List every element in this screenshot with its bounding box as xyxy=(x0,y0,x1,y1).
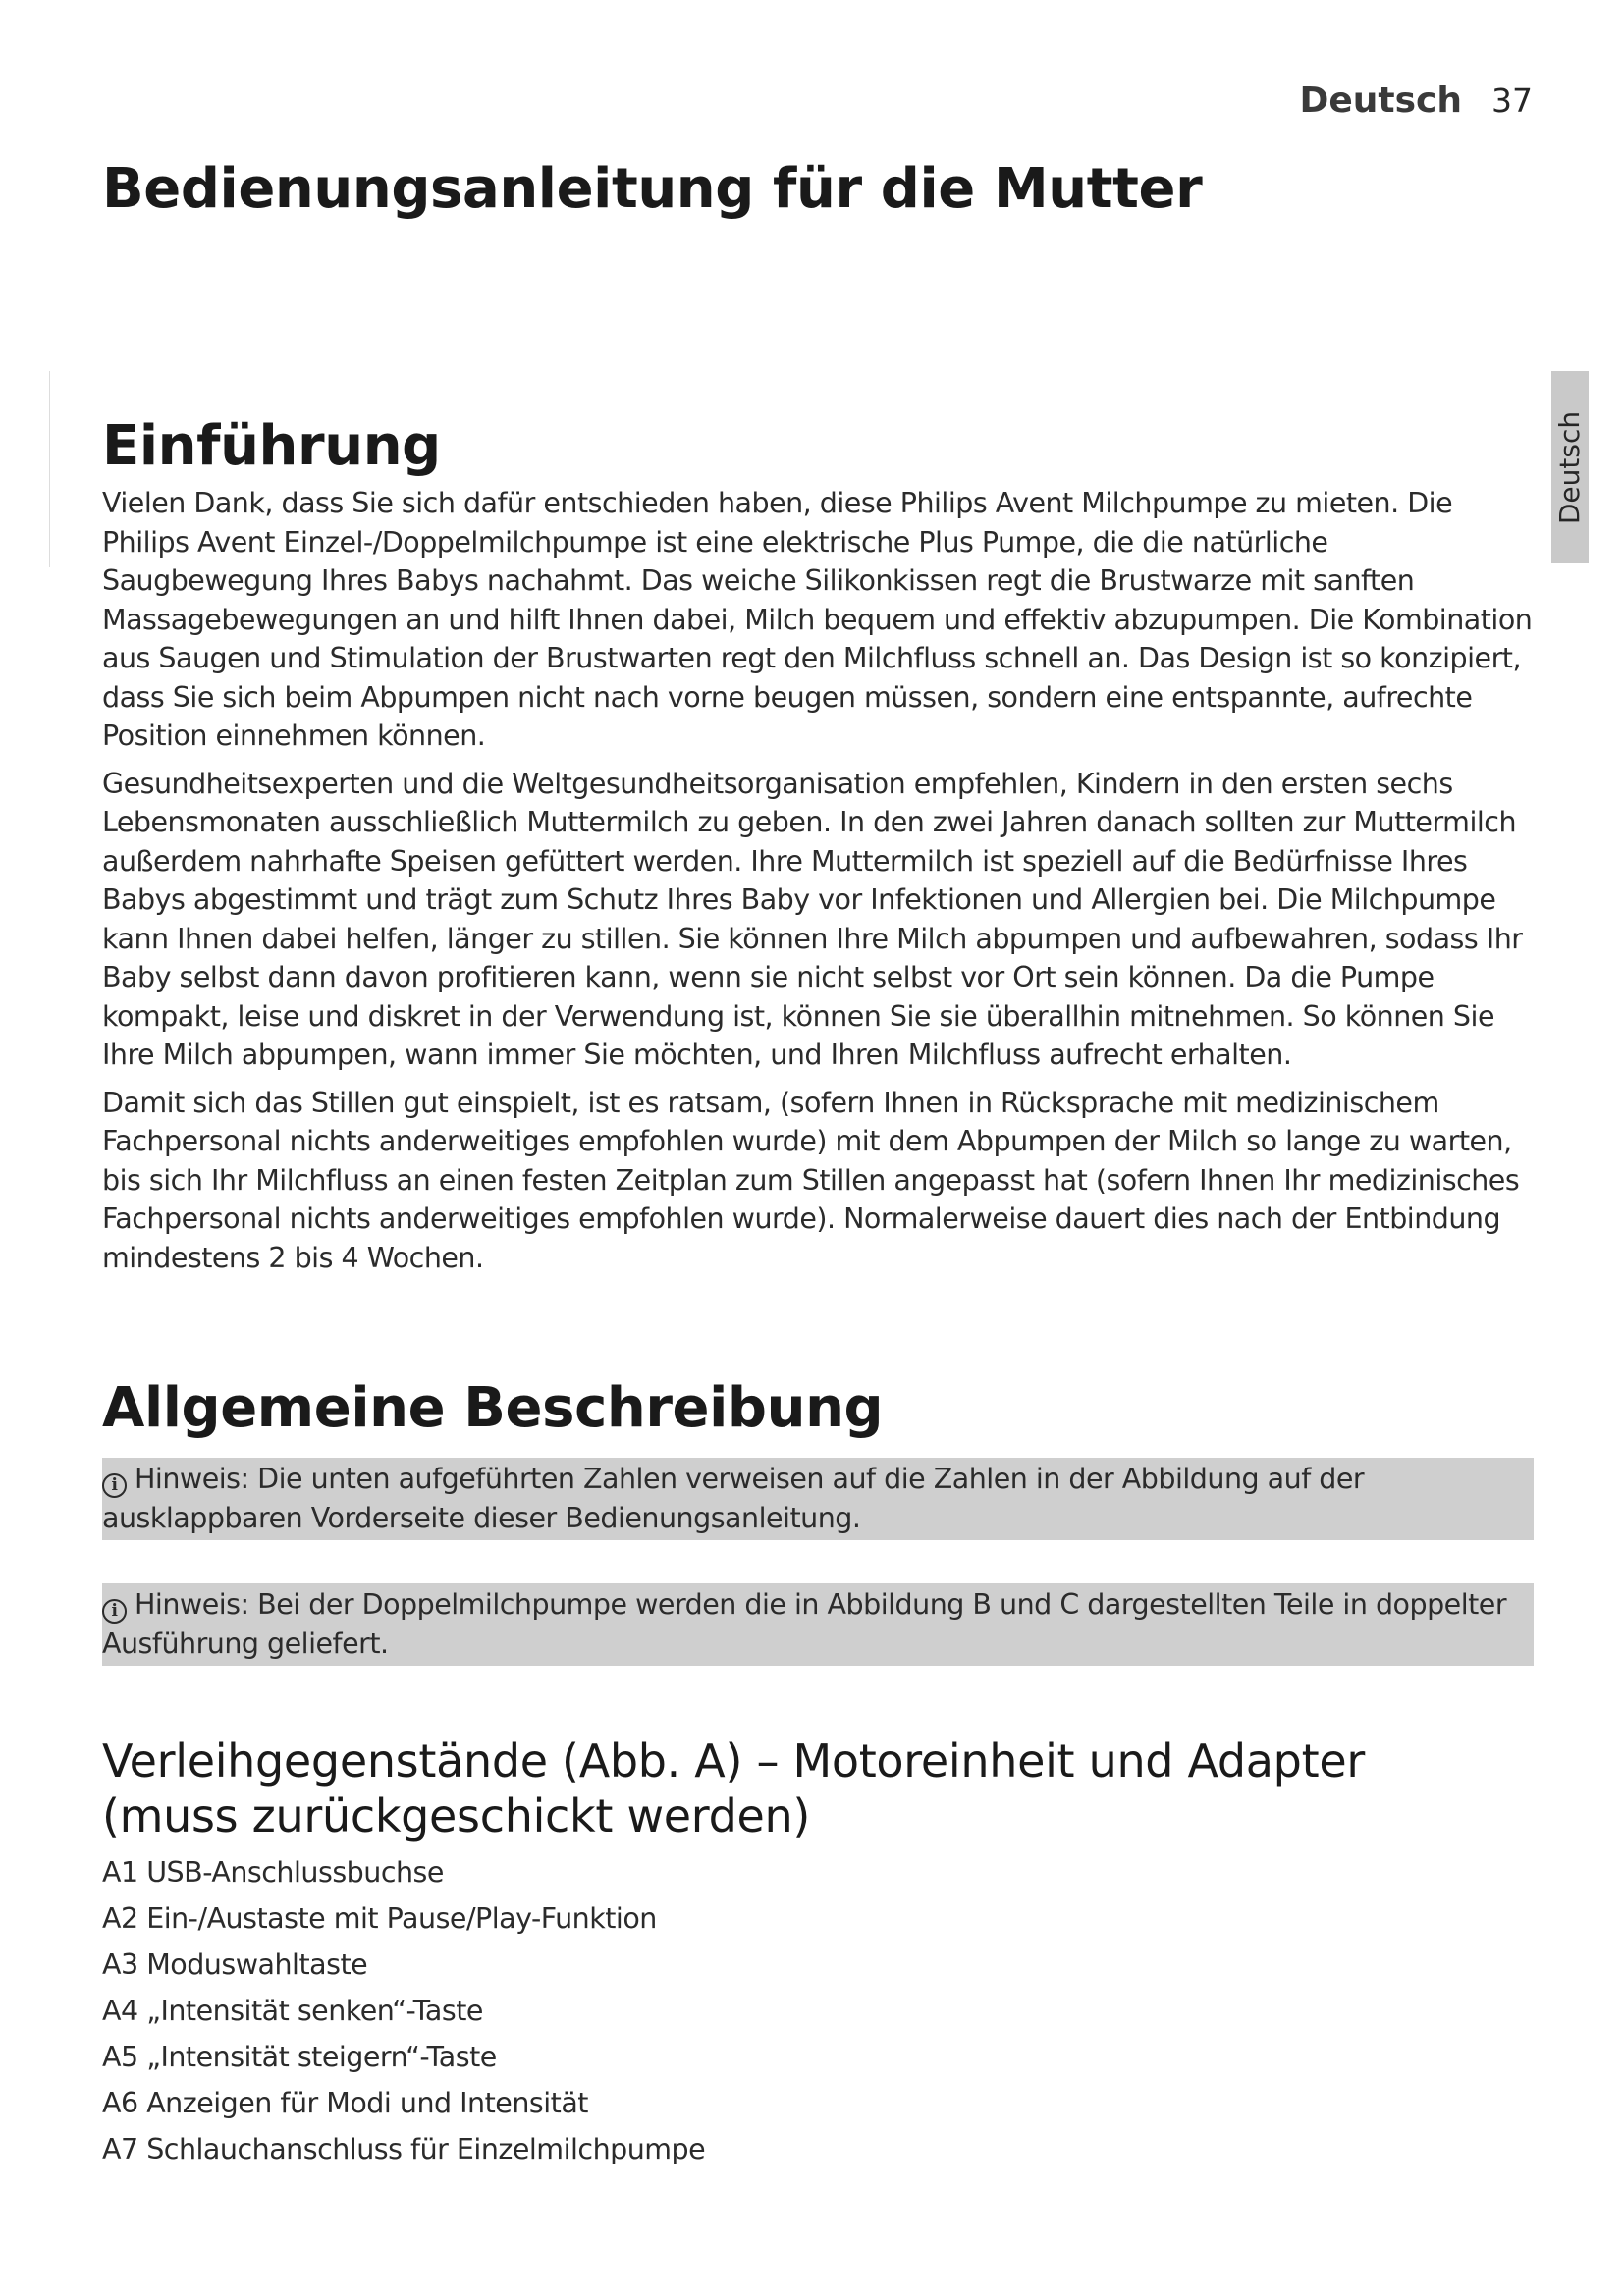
intro-paragraph: Vielen Dank, dass Sie sich dafür entschieden haben, diese Philips Avent Milchpumpe zu mieten. Die Philips Avent Einzel-/Doppelmilchpumpe ist eine elektrische Plus Pumpe, die die natürliche Saugbewegung Ihres Babys nachahmt. Das weiche Silikonkissen regt die Brustwarze mit sanften Massagebewegungen an und hilft Ihnen dabei, Milch bequem und effektiv abzupumpen. Die Kombination aus Saugen und Stimulation der Brustwarten regt den Milchfluss schnell an. Das Design ist so konzipiert, dass Sie sich beim Abpumpen nicht nach vorne beugen müssen, sondern eine entspannte, aufrechte Position einnehmen können. xyxy=(102,487,1533,752)
note-box xyxy=(102,1458,1534,1540)
rental-items-heading: Verleihgegenstände (Abb. A) – Motoreinheit und Adapter (muss zurückgeschickt werden) xyxy=(102,1735,1365,1842)
note-text: Hinweis: Die unten aufgeführten Zahlen verweisen auf die Zahlen in der Abbildung auf der ausklappbaren Vorderseite dieser Bedienungsanleitung. xyxy=(102,1463,1365,1534)
intro-paragraph: Damit sich das Stillen gut einspielt, ist es ratsam, (sofern Ihnen in Rücksprache mit medizinischem Fachpersonal nichts anderweitiges empfohlen wurde) mit dem Abpumpen der Milch so lange zu warten, bis sich Ihr Milchfluss an einen festen Zeitplan zum Stillen angepasst hat (sofern Ihnen Ihr medizinisches Fachpersonal nichts anderweitiges empfohlen wurde). Normalerweise dauert dies nach der Entbindung mindestens 2 bis 4 Wochen. xyxy=(102,1086,1520,1274)
note-text: Hinweis: Bei der Doppelmilchpumpe werden die in Abbildung B und C dargestellten Teile in doppelter Ausführung geliefert. xyxy=(102,1588,1507,1660)
info-icon: i xyxy=(102,1473,127,1498)
list-item: A3 Moduswahltaste xyxy=(102,1949,368,1981)
rental-items-section xyxy=(102,1734,1477,2172)
note-box xyxy=(102,1583,1534,1666)
list-item: A2 Ein-/Austaste mit Pause/Play-Funktion xyxy=(102,1902,657,1935)
list-item: A1 USB-Anschlussbuchse xyxy=(102,1856,444,1889)
introduction-section xyxy=(102,414,1536,1286)
header-language: Deutsch xyxy=(1299,80,1462,121)
parts-list xyxy=(102,1849,1477,2172)
general-description-section xyxy=(102,1376,1534,1666)
language-side-tab xyxy=(1551,371,1589,563)
introduction-heading: Einführung xyxy=(102,414,441,478)
list-item: A6 Anzeigen für Modi und Intensität xyxy=(102,2087,588,2119)
left-margin-rule xyxy=(49,371,50,567)
page-header xyxy=(1299,80,1533,121)
general-description-heading: Allgemeine Beschreibung xyxy=(102,1376,884,1440)
side-tab-label: Deutsch xyxy=(1553,410,1587,524)
list-item: A7 Schlauchanschluss für Einzelmilchpumpe xyxy=(102,2133,706,2165)
list-item: A4 „Intensität senken“-Taste xyxy=(102,1995,483,2027)
page-number: 37 xyxy=(1491,81,1533,120)
list-item: A5 „Intensität steigern“-Taste xyxy=(102,2041,497,2073)
intro-paragraph: Gesundheitsexperten und die Weltgesundheitsorganisation empfehlen, Kindern in den ersten sechs Lebensmonaten ausschließlich Muttermilch zu geben. In den zwei Jahren danach sollten zur Muttermilch außerdem nahrhafte Speisen gefüttert werden. Ihre Muttermilch ist speziell auf die Bedürfnisse Ihres Babys abgestimmt und trägt zum Schutz Ihres Baby vor Infektionen und Allergien bei. Die Milchpumpe kann Ihnen dabei helfen, länger zu stillen. Sie können Ihre Milch abpumpen und aufbewahren, sodass Ihr Baby selbst dann davon profitieren kann, wenn sie nicht selbst vor Ort sein können. Da die Pumpe kompakt, leise und diskret in der Verwendung ist, können Sie sie überallhin mitnehmen. So können Sie Ihre Milch abpumpen, wann immer Sie möchten, und Ihren Milchfluss aufrecht erhalten. xyxy=(102,767,1523,1071)
info-icon: i xyxy=(102,1599,127,1624)
document-title: Bedienungsanleitung für die Mutter xyxy=(102,157,1203,221)
